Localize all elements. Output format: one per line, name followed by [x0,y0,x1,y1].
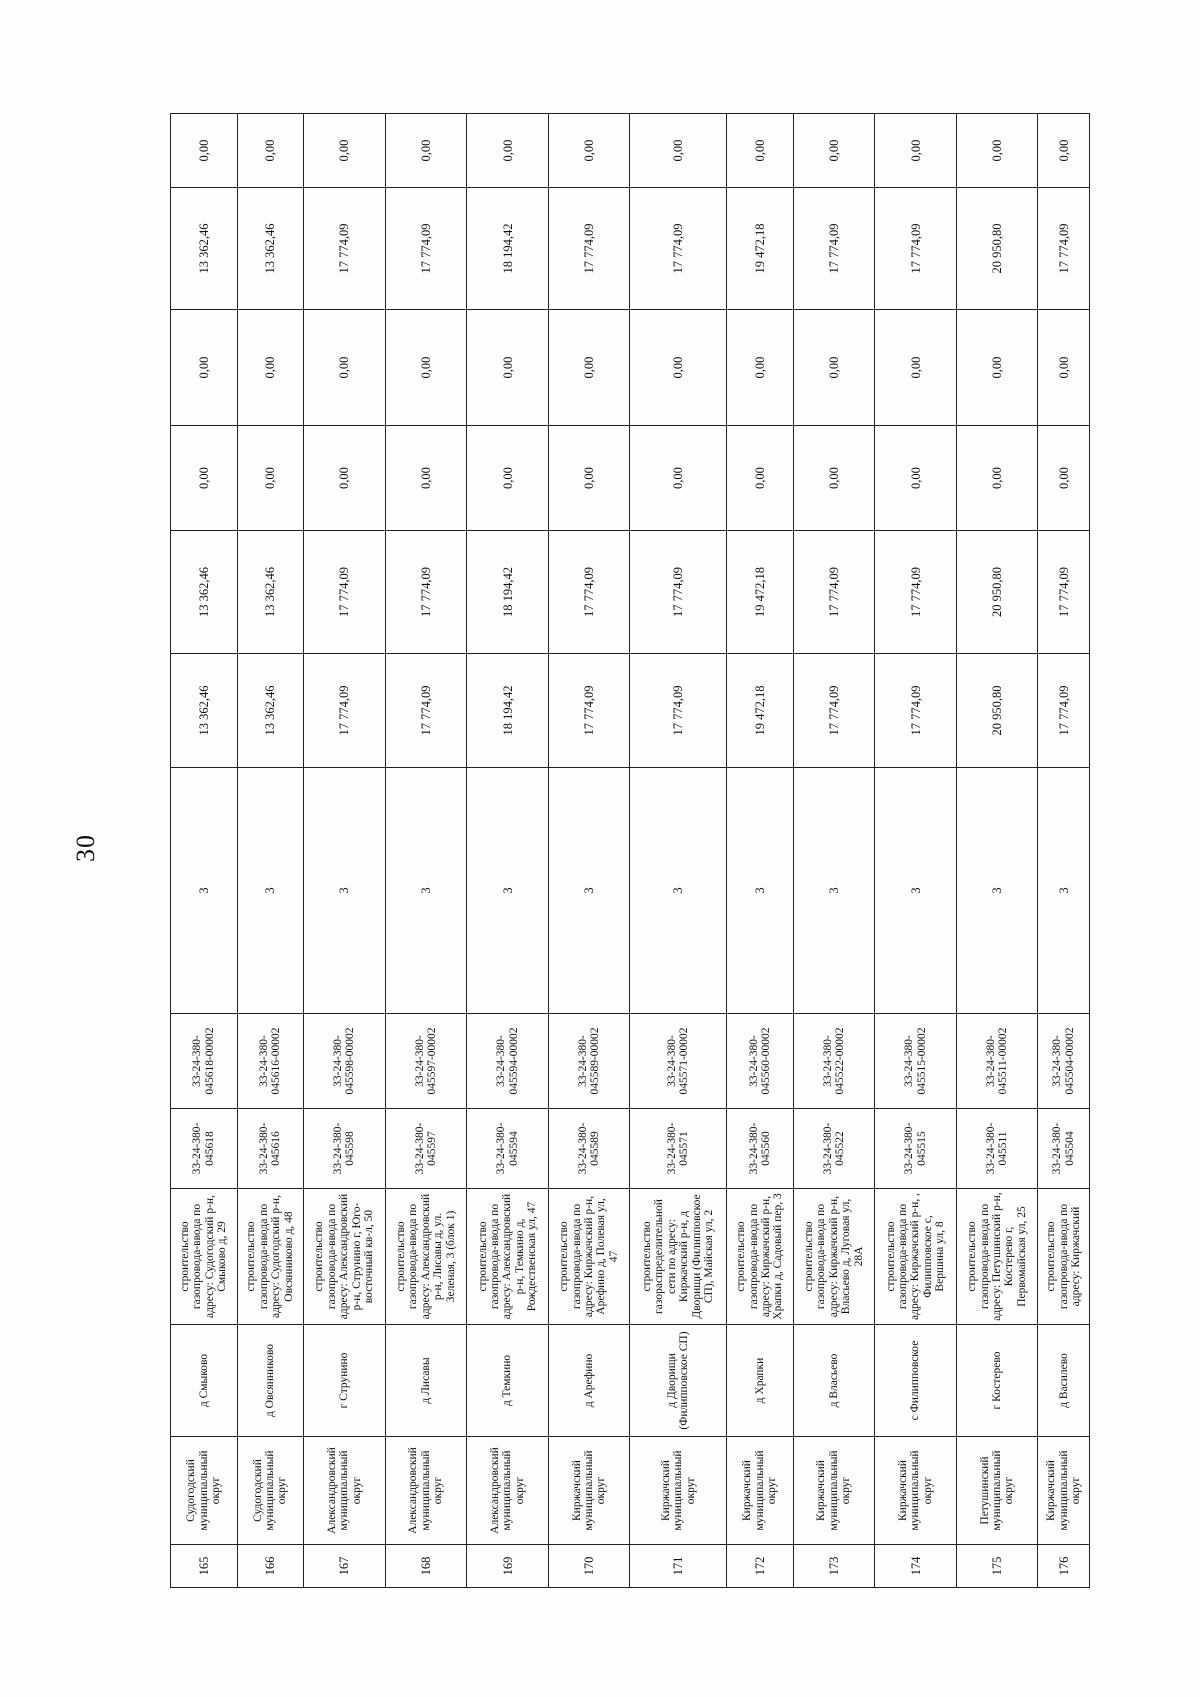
description-cell: строительство газопровода-ввода по адресу: Киржачский р-н, Арефино д, Полевая ул, 47 [548,1189,630,1325]
amount-cell: 0,00 [467,310,549,426]
cadastral-full-cell: 33-24-380-045618-00002 [171,1014,238,1109]
row-number: 175 [956,1545,1038,1588]
category-cell: 3 [1038,768,1090,1014]
cadastral-full-cell: 33-24-380-045515-00002 [875,1014,957,1109]
amount-cell: 17 774,09 [875,188,957,310]
table-row [304,114,386,1588]
amount-cell: 13 362,46 [171,188,238,310]
description-cell: строительство газораспределительной сети по адресу: Киржачский р-н, д Дворищи (Филипповское СП), Майская ул, 2 [630,1189,727,1325]
registry-table [170,113,1090,1588]
district-cell: Киржачский муниципальный округ [1038,1437,1090,1545]
cadastral-number-cell: 33-24-380-045571 [630,1109,727,1189]
description-cell: строительство газопровода-ввода по адресу: Киржачский р-н, , Филипповское с, Вершина ул, 8 [875,1189,957,1325]
amount-cell: 0,00 [467,114,549,188]
row-number: 167 [304,1545,386,1588]
table-row [171,114,238,1588]
cadastral-number-cell: 33-24-380-045515 [875,1109,957,1189]
amount-cell: 18 194,42 [467,531,549,654]
cadastral-full-cell: 33-24-380-045598-00002 [304,1014,386,1109]
amount-cell: 0,00 [630,426,727,531]
amount-cell: 0,00 [171,426,238,531]
cadastral-full-cell: 33-24-380-045560-00002 [727,1014,794,1109]
amount-cell: 0,00 [875,114,957,188]
amount-cell: 19 472,18 [727,188,794,310]
amount-cell: 0,00 [793,310,875,426]
page-number: 30 [71,834,100,862]
amount-cell: 19 472,18 [727,654,794,768]
district-cell: Киржачский муниципальный округ [727,1437,794,1545]
category-cell: 3 [467,768,549,1014]
description-cell: строительство газопровода-ввода по адресу: Александровский р-н, Темкино д, Рождественская ул, 47 [467,1189,549,1325]
amount-cell: 17 774,09 [1038,654,1090,768]
amount-cell: 13 362,46 [237,654,304,768]
amount-cell: 17 774,09 [630,654,727,768]
settlement-cell: д Храпки [727,1325,794,1437]
category-cell: 3 [548,768,630,1014]
amount-cell: 18 194,42 [467,188,549,310]
amount-cell: 20 950,80 [956,188,1038,310]
row-number: 165 [171,1545,238,1588]
settlement-cell: г Костерево [956,1325,1038,1437]
amount-cell: 0,00 [875,426,957,531]
cadastral-number-cell: 33-24-380-045589 [548,1109,630,1189]
amount-cell: 17 774,09 [875,654,957,768]
cadastral-full-cell: 33-24-380-045589-00002 [548,1014,630,1109]
amount-cell: 13 362,46 [237,531,304,654]
district-cell: Киржачский муниципальный округ [630,1437,727,1545]
settlement-cell: д Дворищи (Филипповское СП) [630,1325,727,1437]
amount-cell: 17 774,09 [385,188,467,310]
settlement-cell: г Струнино [304,1325,386,1437]
description-cell: строительство газопровода-ввода по адресу: Киржачский р-н, Храпки д, Садовый пер, 3 [727,1189,794,1325]
settlement-cell: д Овсянниково [237,1325,304,1437]
row-number: 176 [1038,1545,1090,1588]
district-cell: Александровский муниципальный округ [385,1437,467,1545]
district-cell: Киржачский муниципальный округ [875,1437,957,1545]
cadastral-full-cell: 33-24-380-045597-00002 [385,1014,467,1109]
category-cell: 3 [304,768,386,1014]
amount-cell: 20 950,80 [956,531,1038,654]
table-row [875,114,957,1588]
table-row [793,114,875,1588]
category-cell: 3 [237,768,304,1014]
district-cell: Судогодский муниципальный округ [237,1437,304,1545]
table-row [956,114,1038,1588]
table-row [385,114,467,1588]
cadastral-full-cell: 33-24-380-045522-00002 [793,1014,875,1109]
cadastral-number-cell: 33-24-380-045560 [727,1109,794,1189]
amount-cell: 17 774,09 [548,188,630,310]
description-cell: строительство газопровода-ввода по адресу: Александровский р-н, Струнино г, Юго-восточный кв-л, 50 [304,1189,386,1325]
cadastral-number-cell: 33-24-380-045594 [467,1109,549,1189]
amount-cell: 0,00 [630,310,727,426]
amount-cell: 0,00 [304,310,386,426]
description-cell: строительство газопровода-ввода по адресу: Киржачский р-н, Власьево д, Луговая ул, 28А [793,1189,875,1325]
table-body [171,114,1090,1588]
settlement-cell: с Филипповское [875,1325,957,1437]
district-cell: Киржачский муниципальный округ [548,1437,630,1545]
table-row [1038,114,1090,1588]
amount-cell: 17 774,09 [304,188,386,310]
row-number: 174 [875,1545,957,1588]
amount-cell: 0,00 [1038,114,1090,188]
description-cell: строительство газопровода-ввода по адресу: Киржачский [1038,1189,1090,1325]
amount-cell: 13 362,46 [171,654,238,768]
amount-cell: 0,00 [304,114,386,188]
amount-cell: 0,00 [467,426,549,531]
amount-cell: 17 774,09 [385,654,467,768]
row-number: 172 [727,1545,794,1588]
district-cell: Петушинский муниципальный округ [956,1437,1038,1545]
amount-cell: 17 774,09 [304,654,386,768]
amount-cell: 0,00 [385,310,467,426]
amount-cell: 0,00 [727,310,794,426]
amount-cell: 0,00 [727,114,794,188]
amount-cell: 0,00 [548,114,630,188]
amount-cell: 0,00 [630,114,727,188]
row-number: 169 [467,1545,549,1588]
category-cell: 3 [385,768,467,1014]
district-cell: Александровский муниципальный округ [467,1437,549,1545]
amount-cell: 0,00 [548,310,630,426]
cadastral-number-cell: 33-24-380-045522 [793,1109,875,1189]
description-cell: строительство газопровода-ввода по адресу: Судогодский р-н, Смыково д, 29 [171,1189,238,1325]
amount-cell: 17 774,09 [304,531,386,654]
category-cell: 3 [727,768,794,1014]
district-cell: Киржачский муниципальный округ [793,1437,875,1545]
amount-cell: 17 774,09 [1038,531,1090,654]
settlement-cell: д Арефино [548,1325,630,1437]
table-row [467,114,549,1588]
cadastral-full-cell: 33-24-380-045594-00002 [467,1014,549,1109]
amount-cell: 0,00 [793,114,875,188]
amount-cell: 0,00 [1038,310,1090,426]
table-row [548,114,630,1588]
amount-cell: 0,00 [237,426,304,531]
table-row [237,114,304,1588]
settlement-cell: д Лисавы [385,1325,467,1437]
description-cell: строительство газопровода-ввода по адресу: Александровский р-н, Лисавы д, ул. Зеленая, 3 (блок 1) [385,1189,467,1325]
amount-cell: 0,00 [237,114,304,188]
district-cell: Судогодский муниципальный округ [171,1437,238,1545]
description-cell: строительство газопровода-ввода по адресу: Судогодский р-н, Овсянниково д, 48 [237,1189,304,1325]
amount-cell: 19 472,18 [727,531,794,654]
amount-cell: 17 774,09 [548,531,630,654]
amount-cell: 0,00 [385,114,467,188]
amount-cell: 0,00 [956,426,1038,531]
amount-cell: 17 774,09 [630,188,727,310]
amount-cell: 17 774,09 [875,531,957,654]
district-cell: Александровский муниципальный округ [304,1437,386,1545]
cadastral-number-cell: 33-24-380-045504 [1038,1109,1090,1189]
amount-cell: 17 774,09 [548,654,630,768]
category-cell: 3 [793,768,875,1014]
row-number: 171 [630,1545,727,1588]
amount-cell: 17 774,09 [793,654,875,768]
rotated-table-wrapper [170,114,1090,1588]
row-number: 170 [548,1545,630,1588]
row-number: 166 [237,1545,304,1588]
amount-cell: 17 774,09 [793,188,875,310]
cadastral-number-cell: 33-24-380-045598 [304,1109,386,1189]
amount-cell: 0,00 [171,310,238,426]
amount-cell: 13 362,46 [237,188,304,310]
settlement-cell: д Смыково [171,1325,238,1437]
category-cell: 3 [956,768,1038,1014]
amount-cell: 0,00 [548,426,630,531]
cadastral-number-cell: 33-24-380-045511 [956,1109,1038,1189]
amount-cell: 0,00 [875,310,957,426]
cadastral-number-cell: 33-24-380-045618 [171,1109,238,1189]
amount-cell: 13 362,46 [171,531,238,654]
category-cell: 3 [875,768,957,1014]
table-row [630,114,727,1588]
amount-cell: 17 774,09 [385,531,467,654]
settlement-cell: д Василево [1038,1325,1090,1437]
amount-cell: 17 774,09 [1038,188,1090,310]
amount-cell: 0,00 [1038,426,1090,531]
category-cell: 3 [171,768,238,1014]
amount-cell: 0,00 [793,426,875,531]
amount-cell: 17 774,09 [630,531,727,654]
cadastral-full-cell: 33-24-380-045511-00002 [956,1014,1038,1109]
settlement-cell: д Темкино [467,1325,549,1437]
cadastral-full-cell: 33-24-380-045504-00002 [1038,1014,1090,1109]
amount-cell: 17 774,09 [793,531,875,654]
cadastral-number-cell: 33-24-380-045597 [385,1109,467,1189]
amount-cell: 18 194,42 [467,654,549,768]
amount-cell: 0,00 [237,310,304,426]
amount-cell: 0,00 [385,426,467,531]
category-cell: 3 [630,768,727,1014]
cadastral-full-cell: 33-24-380-045616-00002 [237,1014,304,1109]
settlement-cell: д Власьево [793,1325,875,1437]
amount-cell: 20 950,80 [956,654,1038,768]
amount-cell: 0,00 [304,426,386,531]
row-number: 168 [385,1545,467,1588]
amount-cell: 0,00 [727,426,794,531]
amount-cell: 0,00 [171,114,238,188]
amount-cell: 0,00 [956,114,1038,188]
amount-cell: 0,00 [956,310,1038,426]
row-number: 173 [793,1545,875,1588]
table-row [727,114,794,1588]
cadastral-number-cell: 33-24-380-045616 [237,1109,304,1189]
cadastral-full-cell: 33-24-380-045571-00002 [630,1014,727,1109]
description-cell: строительство газопровода-ввода по адресу: Петушинский р-н, Костерево г, Первомайская ул, 25 [956,1189,1038,1325]
